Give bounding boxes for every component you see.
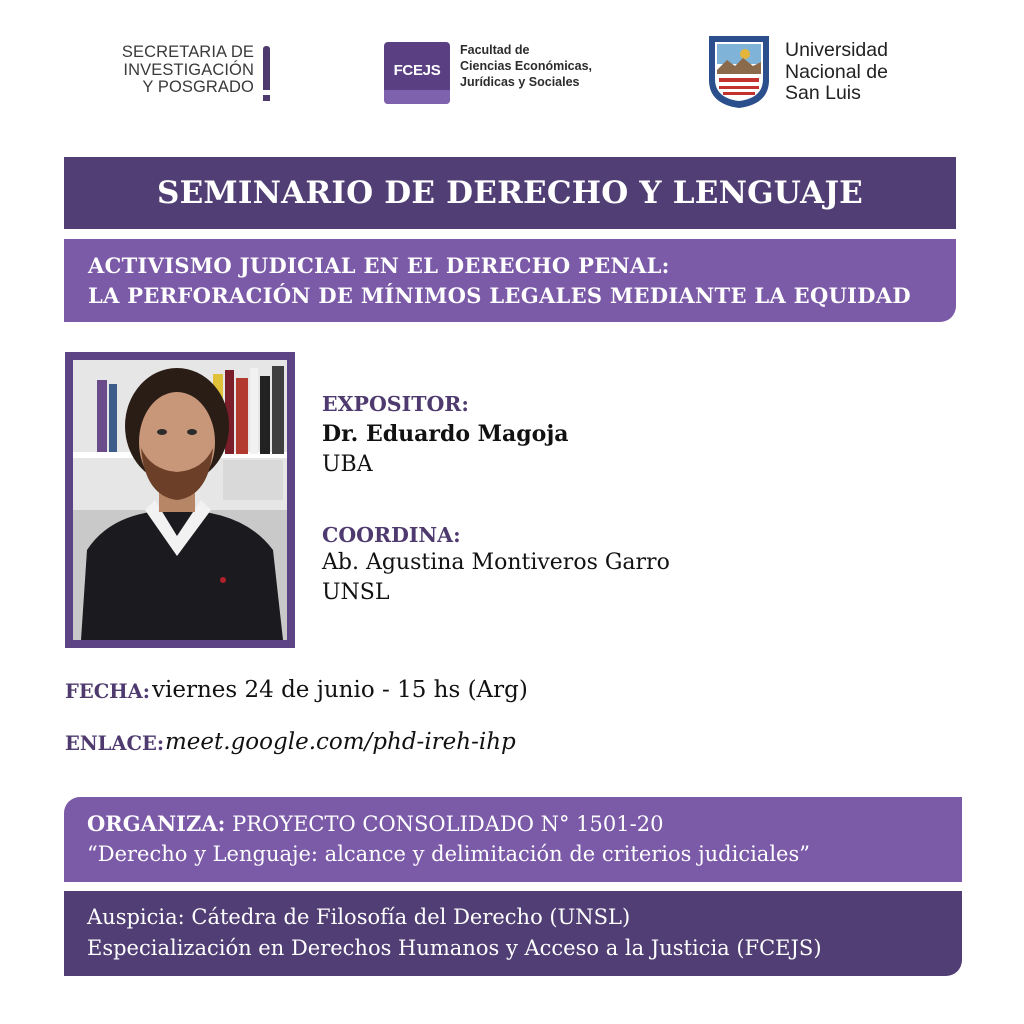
fecha-value: viernes 24 de junio - 15 hs (Arg) [152,677,528,703]
auspicia-line-1: Auspicia: Cátedra de Filosofía del Derecho (UNSL) [87,905,631,929]
coordina-label: COORDINA: [322,523,461,547]
subtitle-band [64,239,956,322]
secretaria-line-1: SECRETARIA DE [121,43,254,61]
organiza-label: ORGANIZA: [87,811,226,836]
organiza-project: PROYECTO CONSOLIDADO N° 1501-20 [232,812,664,836]
unsl-logo [707,34,907,114]
organiza-band [64,797,962,882]
exclamation-dot-icon [263,95,270,101]
speaker-photo-frame [65,352,295,648]
coordina-name: Ab. Agustina Montiveros Garro [322,550,670,575]
unsl-shield-icon [707,34,771,110]
secretaria-line-2: INVESTIGACIÓN [123,60,254,79]
fcejs-name: Facultad de Ciencias Económicas, Jurídicas y Sociales [460,43,593,89]
enlace-label: ENLACE: [65,732,165,755]
unsl-name: Universidad Nacional de San Luis [785,39,888,104]
fcejs-logo [384,42,614,106]
seminar-title: SEMINARIO DE DERECHO Y LENGUAJE [156,175,864,211]
auspicia-band [64,891,962,976]
fecha-label: FECHA: [65,680,150,703]
secretaria-logo [110,44,275,102]
subtitle-line-2: LA PERFORACIÓN DE MÍNIMOS LEGALES MEDIANTE LA EQUIDAD [88,283,911,308]
title-band [64,157,956,229]
expositor-label: EXPOSITOR: [322,392,469,416]
organiza-quote: “Derecho y Lenguaje: alcance y delimitación de criterios judiciales” [87,842,810,866]
expositor-affiliation: UBA [322,452,373,477]
meeting-link[interactable]: meet.google.com/phd-ireh-ihp [165,729,516,755]
expositor-name: Dr. Eduardo Magoja [322,421,569,447]
secretaria-line-3: Y POSGRADO [142,78,254,96]
coordina-affiliation: UNSL [322,580,390,605]
subtitle-line-1: ACTIVISMO JUDICIAL EN EL DERECHO PENAL: [88,253,670,278]
speaker-photo [73,360,287,640]
fcejs-abbreviation: FCEJS [393,62,441,79]
auspicia-line-2: Especialización en Derechos Humanos y Acceso a la Justicia (FCEJS) [87,936,822,960]
exclamation-bar-icon [263,46,270,90]
